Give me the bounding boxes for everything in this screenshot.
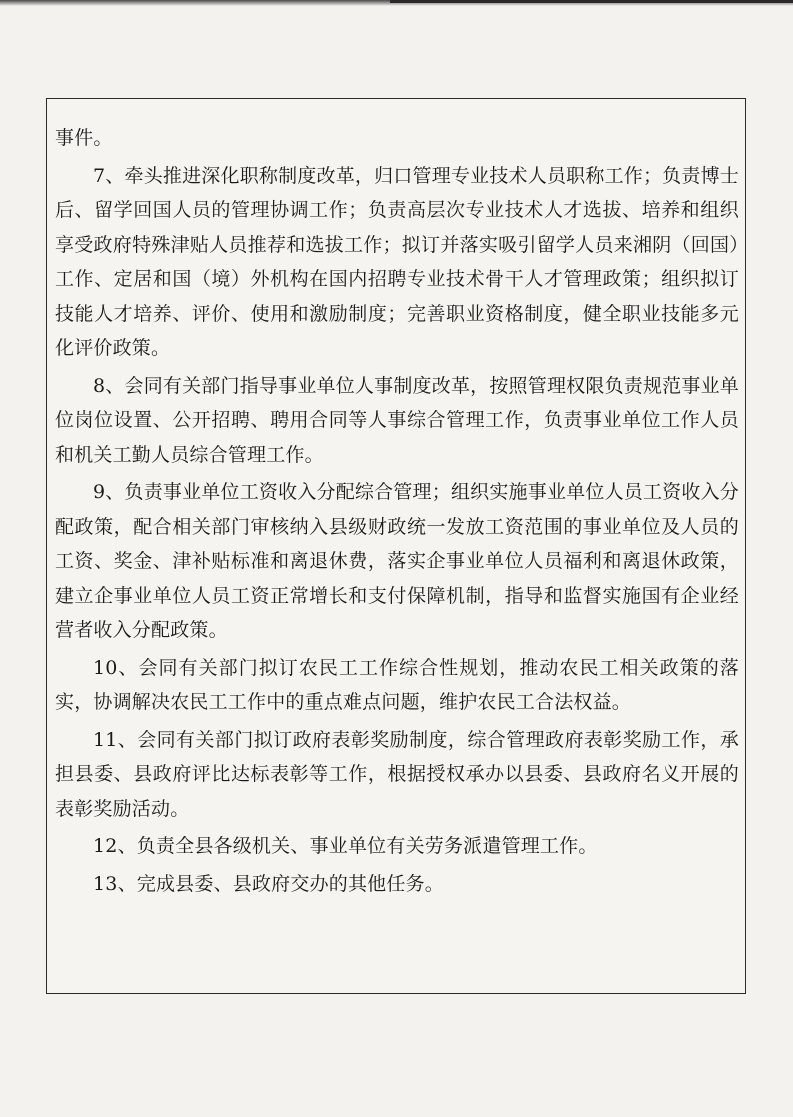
item-7 (55, 159, 739, 366)
item-11 (55, 723, 739, 827)
document-frame (46, 98, 746, 994)
item-13-text: 完成县委、县政府交办的其他任务。 (136, 872, 444, 895)
document-body (55, 121, 739, 901)
item-13-label: 13、 (93, 872, 137, 895)
item-8-label: 8、 (93, 374, 125, 397)
item-12-text: 负责全县各级机关、事业单位有关劳务派遣管理工作。 (136, 835, 598, 857)
continuation-text: 事件。 (55, 127, 113, 149)
item-8 (55, 369, 739, 473)
item-10-label: 10、 (93, 656, 139, 679)
item-9-text: 负责事业单位工资收入分配综合管理；组织实施事业单位人员工资收入分配政策，配合相关部门审核纳入县级财政统一发放工资范围的事业单位及人员的工资、奖金、津补贴标准和离退休费，落实企事业单位人员福利和离退休政策，建立企事业单位人员工资正常增长和支付保障机制，指导和监督实施国有企业经营者收入分配政策。 (55, 481, 739, 641)
item-12 (55, 829, 739, 864)
item-12-label: 12、 (93, 835, 137, 857)
item-11-text: 会同有关部门拟订政府表彰奖励制度，综合管理政府表彰奖励工作，承担县委、县政府评比达标表彰等工作，根据授权承办以县委、县政府名义开展的表彰奖励活动。 (55, 728, 739, 820)
item-11-label: 11、 (93, 728, 138, 751)
item-10-text: 会同有关部门拟订农民工工作综合性规划，推动农民工相关政策的落实，协调解决农民工工作中的重点难点问题，维护农民工合法权益。 (55, 656, 739, 713)
item-9-label: 9、 (93, 481, 125, 503)
item-8-text: 会同有关部门指导事业单位人事制度改革，按照管理权限负责规范事业单位岗位设置、公开招聘、聘用合同等人事综合管理工作，负责事业单位工作人员和机关工勤人员综合管理工作。 (55, 374, 739, 466)
item-7-text: 牵头推进深化职称制度改革，归口管理专业技术人员职称工作；负责博士后、留学回国人员的管理协调工作；负责高层次专业技术人才选拔、培养和组织享受政府特殊津贴人员推荐和选拔工作；拟订并落实吸引留学人员来湘阴（回国）工作、定居和国（境）外机构在国内招聘专业技术骨干人才管理政策；组织拟订技能人才培养、评价、使用和激励制度；完善职业资格制度，健全职业技能多元化评价政策。 (55, 164, 739, 359)
item-10 (55, 651, 739, 720)
item-13 (55, 867, 739, 902)
item-9 (55, 475, 739, 648)
item-7-label: 7、 (93, 164, 125, 187)
scan-edge-shadow (0, 0, 793, 6)
